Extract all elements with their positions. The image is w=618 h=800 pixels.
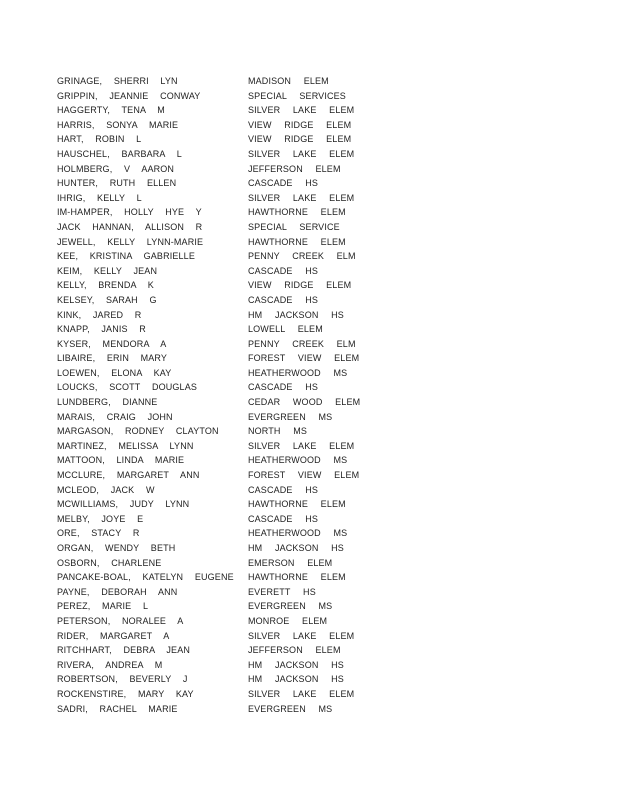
roster-row: [57, 235, 357, 250]
school-name: EMERSON ELEM: [248, 557, 333, 568]
roster-row: [57, 74, 357, 89]
school-name: SILVER LAKE ELEM: [248, 192, 355, 203]
employee-name: PETERSON, NORALEE A: [57, 615, 184, 626]
roster-row: [57, 118, 357, 133]
employee-name: IM-HAMPER, HOLLY HYE Y: [57, 207, 202, 218]
employee-name: MCWILLIAMS, JUDY LYNN: [57, 499, 190, 510]
roster-row: [57, 176, 357, 191]
school-name: SILVER LAKE ELEM: [248, 688, 355, 699]
roster-row: [57, 337, 357, 352]
employee-name: LUNDBERG, DIANNE: [57, 397, 158, 408]
roster-row: [57, 556, 357, 571]
school-name: CASCADE HS: [248, 265, 319, 276]
employee-name: KELSEY, SARAH G: [57, 294, 157, 305]
employee-name: HARRIS, SONYA MARIE: [57, 119, 179, 130]
roster-row: [57, 249, 357, 264]
school-name: PENNY CREEK ELM: [248, 251, 356, 262]
employee-name: KYSER, MENDORA A: [57, 338, 167, 349]
school-name: SILVER LAKE ELEM: [248, 105, 355, 116]
employee-name: ORGAN, WENDY BETH: [57, 543, 176, 553]
roster-row: [57, 526, 357, 541]
school-name: SILVER LAKE ELEM: [248, 148, 355, 159]
employee-name: GRINAGE, SHERRI LYN: [57, 76, 178, 86]
employee-name: HART, ROBIN L: [57, 134, 142, 145]
roster-row: [57, 541, 357, 556]
school-name: HM JACKSON HS: [248, 674, 344, 685]
school-name: HEATHERWOOD MS: [248, 455, 348, 466]
school-name: CASCADE HS: [248, 178, 319, 189]
roster-row: [57, 702, 357, 717]
staff-roster: [57, 74, 361, 716]
roster-row: [57, 103, 357, 118]
roster-row: [57, 395, 361, 410]
roster-row: [57, 308, 357, 323]
roster-row: [57, 439, 357, 454]
roster-row: [57, 658, 357, 673]
employee-name: MCCLURE, MARGARET ANN: [57, 470, 200, 481]
school-name: PENNY CREEK ELM: [248, 338, 356, 349]
school-name: EVERGREEN MS: [248, 703, 333, 714]
school-name: CASCADE HS: [248, 484, 319, 495]
school-name: HAWTHORNE ELEM: [248, 236, 346, 247]
school-name: HEATHERWOOD MS: [248, 528, 348, 539]
roster-row: [57, 512, 357, 527]
school-name: EVERGREEN MS: [248, 411, 333, 422]
roster-row: [57, 629, 357, 644]
roster-row: [57, 410, 357, 425]
employee-name: RIDER, MARGARET A: [57, 630, 170, 641]
school-name: EVERETT HS: [248, 586, 316, 597]
school-name: HEATHERWOOD MS: [248, 367, 348, 378]
employee-name: KINK, JARED R: [57, 309, 142, 320]
school-name: JEFFERSON ELEM: [248, 645, 341, 656]
school-name: HAWTHORNE ELEM: [248, 572, 346, 583]
roster-row: [57, 89, 357, 104]
employee-name: HUNTER, RUTH ELLEN: [57, 178, 177, 189]
roster-row: [57, 278, 357, 293]
employee-name: KNAPP, JANIS R: [57, 324, 146, 335]
school-name: EVERGREEN MS: [248, 601, 333, 612]
school-name: FOREST VIEW ELEM: [248, 353, 360, 364]
employee-name: PANCAKE-BOAL, KATELYN EUGENE: [57, 572, 234, 583]
employee-name: RIVERA, ANDREA M: [57, 659, 163, 670]
roster-row: [57, 162, 357, 177]
school-name: HM JACKSON HS: [248, 659, 344, 670]
roster-row: [57, 497, 357, 512]
roster-row: [57, 147, 357, 162]
school-name: SPECIAL SERVICES: [248, 90, 346, 101]
employee-name: MELBY, JOYE E: [57, 513, 144, 524]
employee-name: MARAIS, CRAIG JOHN: [57, 411, 173, 422]
employee-name: ROCKENSTIRE, MARY KAY: [57, 688, 194, 699]
employee-name: HOLMBERG, V AARON: [57, 163, 175, 174]
employee-name: MCLEOD, JACK W: [57, 484, 155, 495]
school-name: SILVER LAKE ELEM: [248, 440, 355, 451]
school-name: MADISON ELEM: [248, 76, 329, 86]
school-name: CASCADE HS: [248, 294, 319, 305]
roster-row: [57, 220, 357, 235]
roster-row: [57, 205, 357, 220]
employee-name: GRIPPIN, JEANNIE CONWAY: [57, 90, 201, 101]
school-name: VIEW RIDGE ELEM: [248, 119, 352, 130]
roster-row: [57, 643, 357, 658]
school-name: HAWTHORNE ELEM: [248, 499, 346, 510]
school-name: LOWELL ELEM: [248, 324, 323, 335]
school-name: NORTH MS: [248, 426, 308, 437]
employee-name: KEE, KRISTINA GABRIELLE: [57, 251, 195, 262]
employee-name: ROBERTSON, BEVERLY J: [57, 674, 188, 685]
employee-name: MATTOON, LINDA MARIE: [57, 455, 185, 466]
employee-name: IHRIG, KELLY L: [57, 192, 142, 203]
roster-row: [57, 132, 357, 147]
roster-row: [57, 191, 357, 206]
employee-name: RITCHHART, DEBRA JEAN: [57, 645, 191, 656]
employee-name: LOUCKS, SCOTT DOUGLAS: [57, 382, 198, 393]
roster-row: [57, 570, 357, 585]
roster-row: [57, 322, 357, 337]
roster-row: [57, 351, 360, 366]
roster-row: [57, 293, 357, 308]
employee-name: MARTINEZ, MELISSA LYNN: [57, 440, 194, 451]
roster-row: [57, 585, 357, 600]
employee-name: LIBAIRE, ERIN MARY: [57, 353, 168, 364]
roster-row: [57, 264, 357, 279]
school-name: HM JACKSON HS: [248, 309, 344, 320]
employee-name: OSBORN, CHARLENE: [57, 557, 162, 568]
school-name: CASCADE HS: [248, 382, 319, 393]
school-name: JEFFERSON ELEM: [248, 163, 341, 174]
employee-name: PAYNE, DEBORAH ANN: [57, 586, 178, 597]
employee-name: JACK HANNAN, ALLISON R: [57, 221, 203, 232]
roster-row: [57, 672, 357, 687]
school-name: SPECIAL SERVICE: [248, 221, 340, 232]
school-name: VIEW RIDGE ELEM: [248, 134, 352, 145]
school-name: CEDAR WOOD ELEM: [248, 397, 361, 408]
school-name: HAWTHORNE ELEM: [248, 207, 346, 218]
employee-name: SADRI, RACHEL MARIE: [57, 703, 178, 714]
roster-row: [57, 424, 357, 439]
roster-row: [57, 599, 357, 614]
employee-name: LOEWEN, ELONA KAY: [57, 367, 172, 378]
employee-name: HAGGERTY, TENA M: [57, 105, 165, 116]
roster-row: [57, 453, 357, 468]
employee-name: ORE, STACY R: [57, 528, 140, 539]
roster-row: [57, 468, 360, 483]
school-name: CASCADE HS: [248, 513, 319, 524]
school-name: MONROE ELEM: [248, 615, 328, 626]
employee-name: HAUSCHEL, BARBARA L: [57, 148, 182, 159]
roster-row: [57, 614, 357, 629]
employee-name: KEIM, KELLY JEAN: [57, 265, 158, 276]
roster-row: [57, 366, 357, 381]
employee-name: PEREZ, MARIE L: [57, 601, 149, 612]
school-name: SILVER LAKE ELEM: [248, 630, 355, 641]
employee-name: MARGASON, RODNEY CLAYTON: [57, 426, 219, 437]
employee-name: KELLY, BRENDA K: [57, 280, 154, 291]
roster-row: [57, 483, 357, 498]
school-name: HM JACKSON HS: [248, 543, 344, 553]
school-name: VIEW RIDGE ELEM: [248, 280, 352, 291]
school-name: FOREST VIEW ELEM: [248, 470, 360, 481]
roster-row: [57, 687, 357, 702]
roster-row: [57, 380, 357, 395]
employee-name: JEWELL, KELLY LYNN-MARIE: [57, 236, 204, 247]
